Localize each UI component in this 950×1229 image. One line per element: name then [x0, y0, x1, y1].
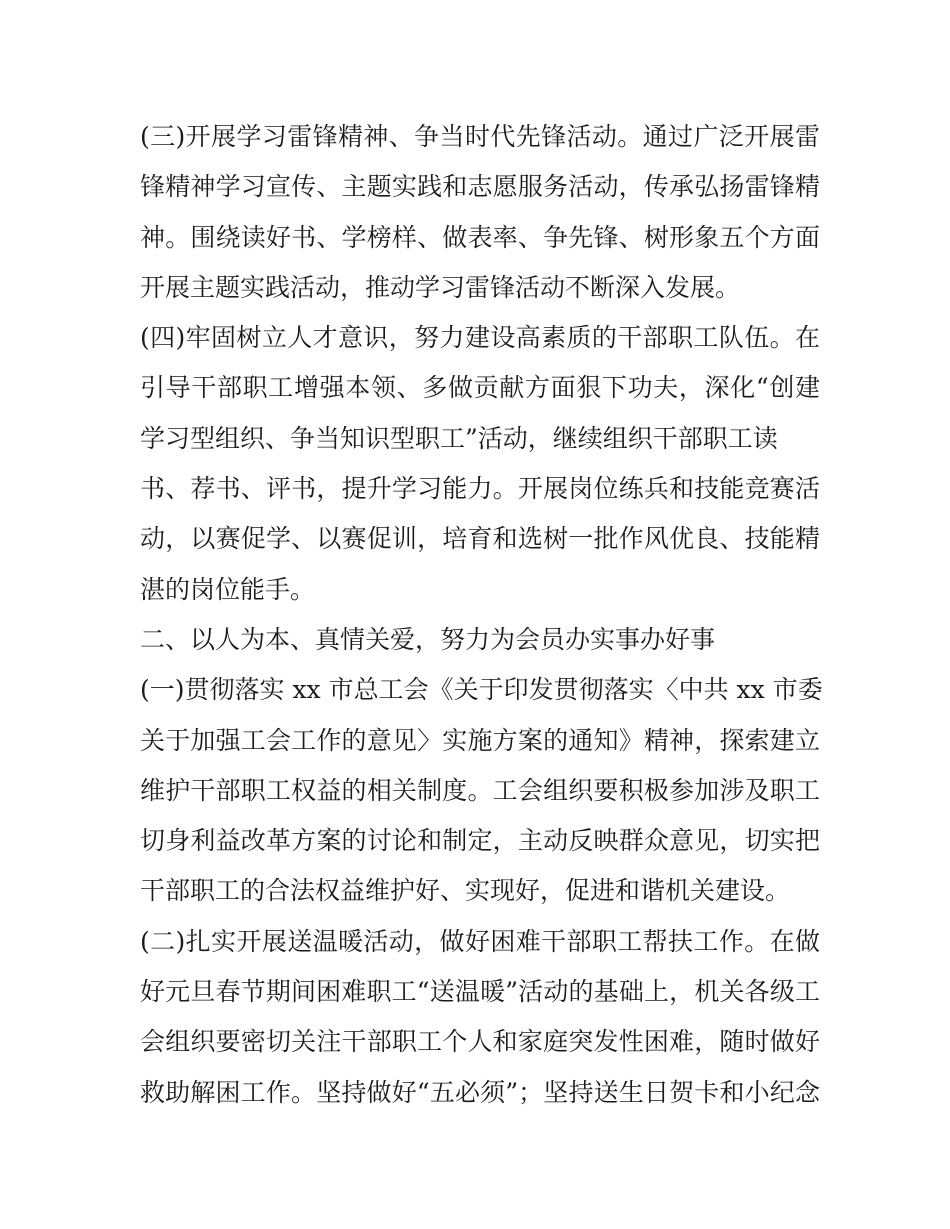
text-line: 动，以赛促学、以赛促训，培育和选树一批作风优良、技能精	[140, 524, 820, 554]
text-line: 锋精神学习宣传、主题实践和志愿服务活动，传承弘扬雷锋精	[140, 172, 820, 202]
text-line: 好元旦春节期间困难职工“送温暖”活动的基础上，机关各级工	[140, 977, 820, 1007]
section-heading: 二、以人为本、真情关爱，努力为会员办实事办好事	[140, 624, 716, 654]
text-line: 湛的岗位能手。	[140, 574, 316, 604]
text-line: 书、荐书、评书，提升学习能力。开展岗位练兵和技能竞赛活	[140, 474, 820, 504]
text-line: 会组织要密切关注干部职工个人和家庭突发性困难，随时做好	[140, 1027, 820, 1057]
text-line: (四)牢固树立人才意识，努力建设高素质的干部职工队伍。在	[140, 323, 820, 353]
text-line: (一)贯彻落实 xx 市总工会《关于印发贯彻落实〈中共 xx 市委	[140, 675, 823, 705]
text-line: 关于加强工会工作的意见〉实施方案的通知》精神，探索建立	[140, 725, 820, 755]
text-line: 开展主题实践活动，推动学习雷锋活动不断深入发展。	[140, 272, 741, 302]
text-line: 维护干部职工权益的相关制度。工会组织要积极参加涉及职工	[140, 775, 820, 805]
text-line: 切身利益改革方案的讨论和制定，主动反映群众意见，切实把	[140, 826, 820, 856]
text-line: 干部职工的合法权益维护好、实现好，促进和谐机关建设。	[140, 876, 791, 906]
text-line: (三)开展学习雷锋精神、争当时代先锋活动。通过广泛开展雷	[140, 122, 820, 151]
text-line: 学习型组织、争当知识型职工”活动，继续组织干部职工读	[140, 423, 778, 453]
text-line: 引导干部职工增强本领、多做贡献方面狠下功夫，深化“创建	[140, 373, 820, 403]
text-line: 神。围绕读好书、学榜样、做表率、争先锋、树形象五个方面	[140, 222, 820, 252]
text-line: 救助解困工作。坚持做好“五必须”；坚持送生日贺卡和小纪念	[140, 1077, 820, 1107]
body-text	[140, 112, 823, 1118]
text-line: (二)扎实开展送温暖活动，做好困难干部职工帮扶工作。在做	[140, 926, 820, 956]
